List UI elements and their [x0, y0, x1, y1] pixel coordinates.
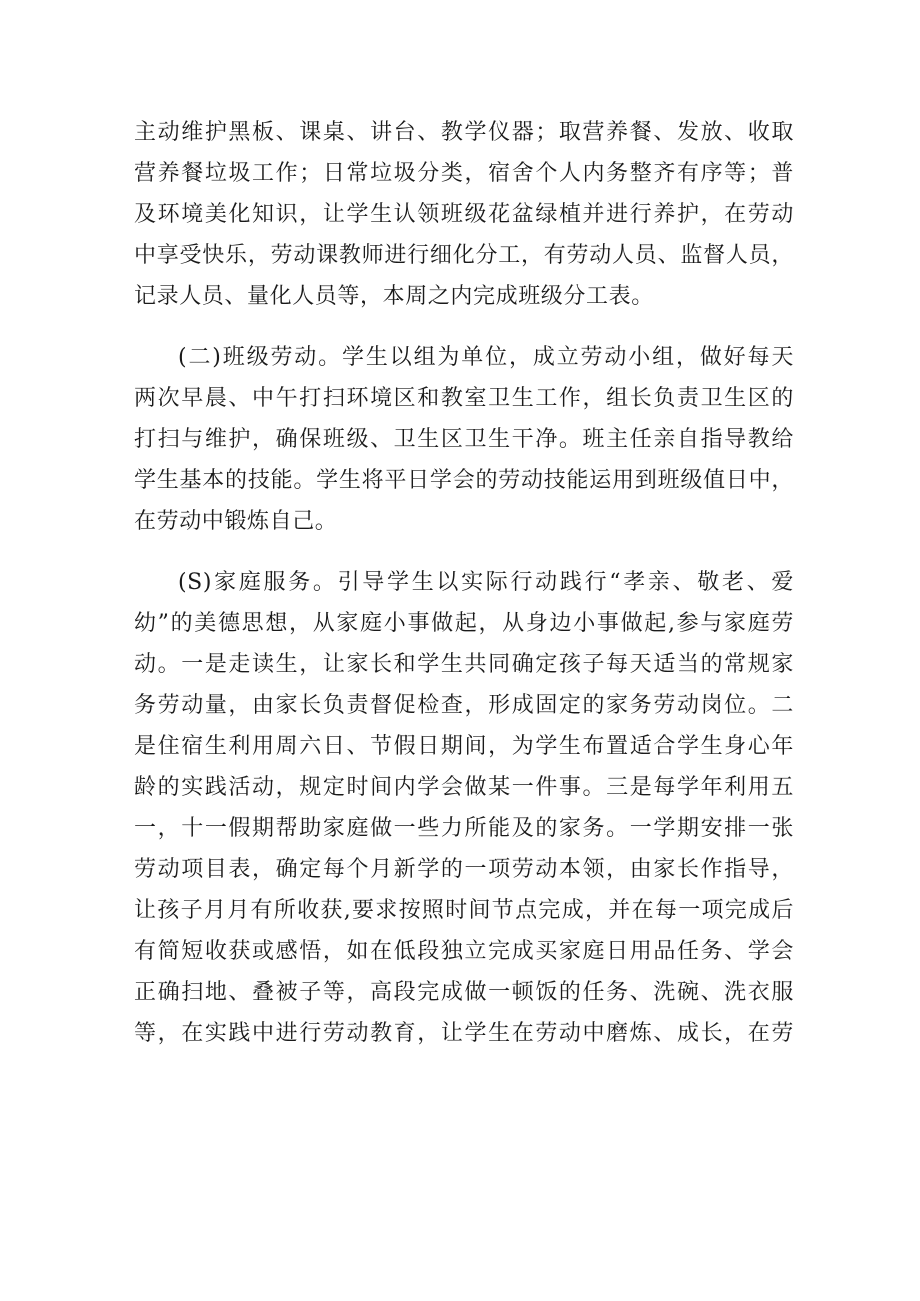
text-line: 打扫与维护，确保班级、卫生区卫生干净。班主任亲自指导教给: [134, 427, 794, 452]
text-line: 一，十一假期帮助家庭做一些力所能及的家务。一学期安排一张: [134, 816, 794, 841]
text-line: 学生基本的技能。学生将平日学会的劳动技能运用到班级值日中，: [134, 468, 794, 493]
text-line: 及环境美化知识，让学生认领班级花盆绿植并进行养护，在劳动: [134, 202, 794, 227]
text-line: (S)家庭服务。引导学生以实际行动践行“孝亲、敬老、爱: [178, 570, 794, 595]
body-text: [134, 112, 794, 1054]
text-line: 劳动项目表，确定每个月新学的一项劳动本领，由家长作指导，: [134, 857, 794, 882]
text-line: 有简短收获或感悟，如在低段独立完成买家庭日用品任务、学会: [134, 939, 794, 964]
text-line: 两次早晨、中午打扫环境区和教室卫生工作，组长负责卫生区的: [134, 386, 794, 411]
paragraph-class-labor: [134, 337, 794, 542]
text-line: 龄的实践活动，规定时间内学会做某一件事。三是每学年利用五: [134, 775, 794, 800]
text-line: 等，在实践中进行劳动教育，让学生在劳动中磨炼、成长，在劳: [134, 1021, 794, 1046]
text-line: 让孩子月月有所收获,要求按照时间节点完成，并在每一项完成后: [134, 898, 794, 923]
text-line: 记录人员、量化人员等，本周之内完成班级分工表。: [134, 284, 654, 309]
text-line: (二)班级劳动。学生以组为单位，成立劳动小组，做好每天: [178, 345, 794, 370]
text-line: 在劳动中锻炼自己。: [134, 509, 338, 534]
paragraph-family-service: [134, 562, 794, 1054]
text-line: 务劳动量，由家长负责督促检查，形成固定的家务劳动岗位。二: [134, 693, 794, 718]
text-line: 主动维护黑板、课桌、讲台、教学仪器；取营养餐、发放、收取: [134, 120, 794, 145]
text-line: 营养餐垃圾工作；日常垃圾分类，宿舍个人内务整齐有序等；普: [134, 161, 794, 186]
text-line: 正确扫地、叠被子等，高段完成做一顿饭的任务、洗碗、洗衣服: [134, 980, 794, 1005]
text-line: 动。一是走读生，让家长和学生共同确定孩子每天适当的常规家: [134, 652, 794, 677]
text-line: 是住宿生利用周六日、节假日期间，为学生布置适合学生身心年: [134, 734, 794, 759]
paragraph-duty-assignment: [134, 112, 794, 317]
text-line: 幼”的美德思想，从家庭小事做起，从身边小事做起,参与家庭劳: [134, 611, 794, 636]
text-line: 中享受快乐，劳动课教师进行细化分工，有劳动人员、监督人员，: [134, 243, 794, 268]
